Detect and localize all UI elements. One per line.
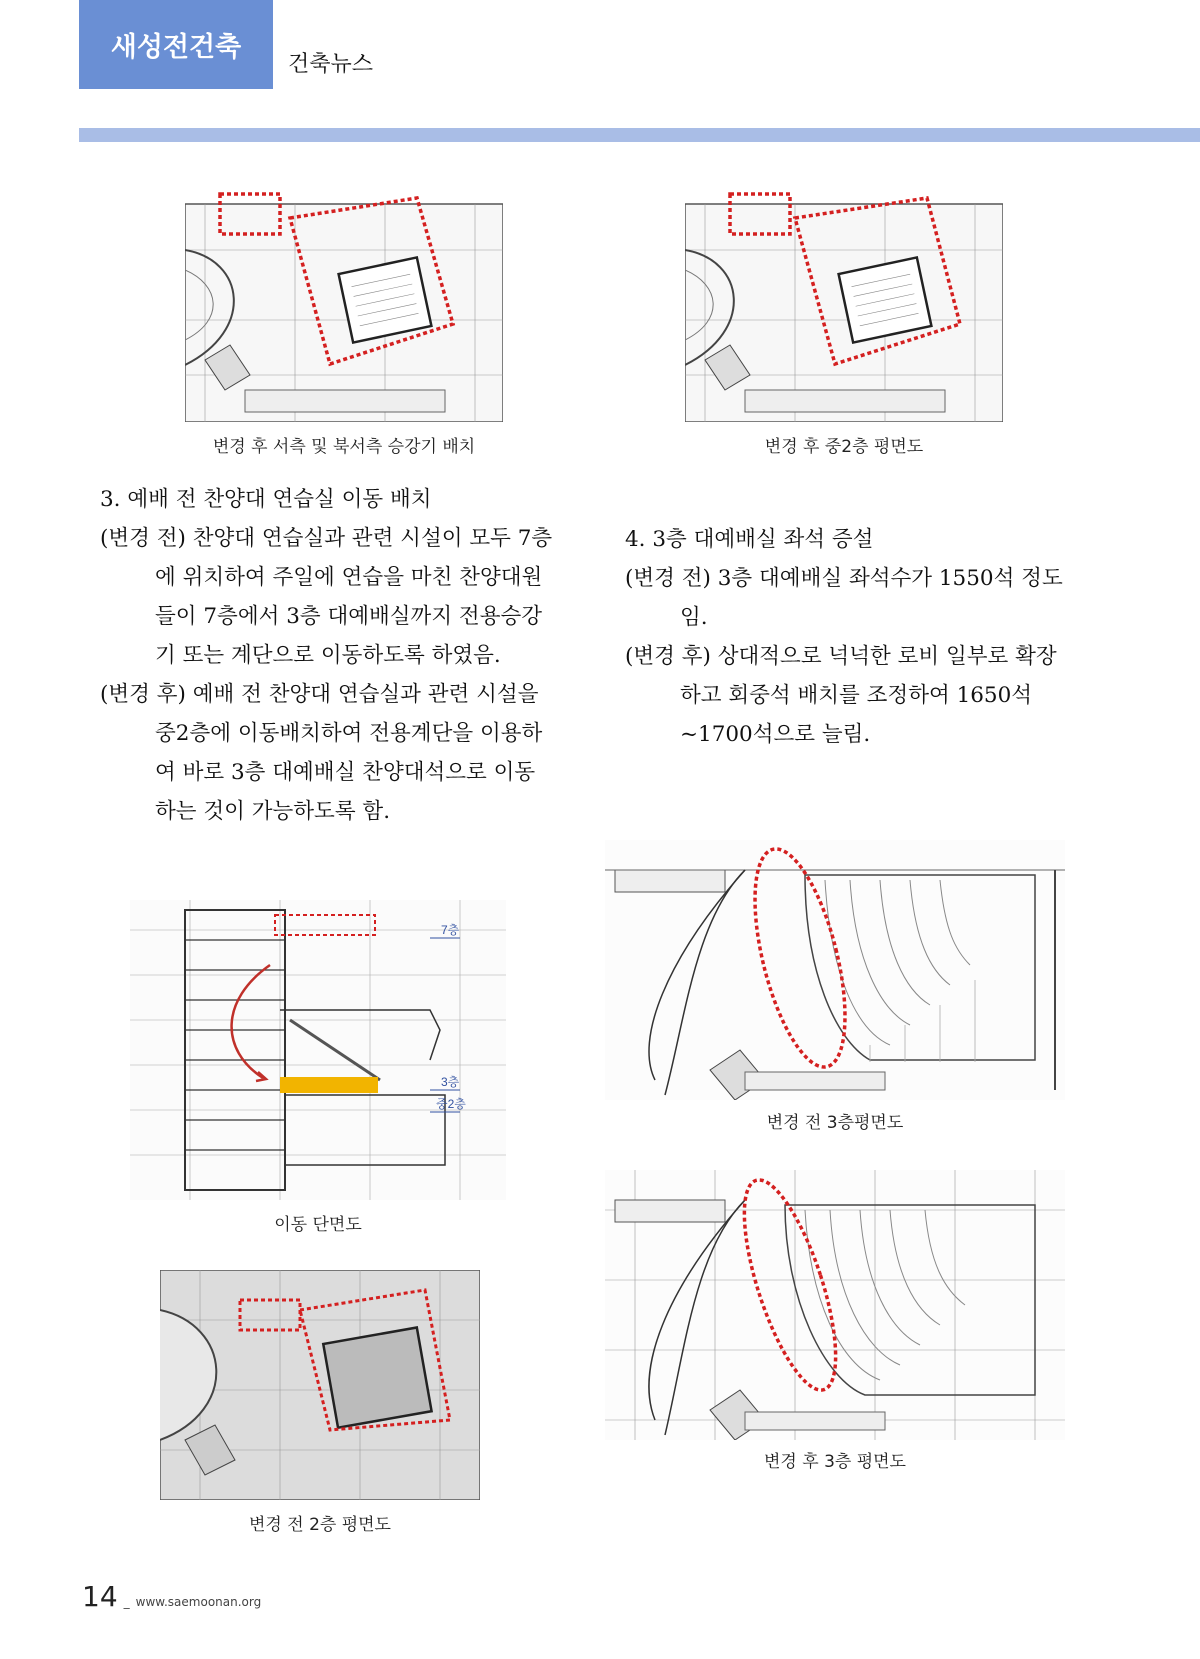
header-divider bbox=[79, 128, 1200, 142]
footer-url[interactable]: www.saemoonan.org bbox=[135, 1595, 262, 1609]
after-paragraph: (변경 후) 상대적으로 넉넉한 로비 일부로 확장하고 회중석 배치를 조정하여 1650석~1700석으로 늘림. bbox=[625, 644, 1057, 747]
footer-url-prefix: _ bbox=[123, 1595, 130, 1609]
level-label-3f: 3층 bbox=[441, 1075, 460, 1089]
figure-3f-plan-after bbox=[605, 1170, 1065, 1440]
level-label-m2f: 중2층 bbox=[436, 1097, 466, 1111]
figure-2f-plan-before bbox=[160, 1270, 480, 1500]
after-paragraph: (변경 후) 예배 전 찬양대 연습실과 관련 시설을 중2층에 이동배치하여 전용계단을 이용하여 바로 3층 대예배실 찬양대석으로 이동하는 것이 가능하도록 함. bbox=[100, 682, 543, 824]
page-footer bbox=[82, 1580, 261, 1613]
figure-3f-plan-before bbox=[605, 840, 1065, 1100]
section-heading: 3. 예배 전 찬양대 연습실 이동 배치 bbox=[100, 487, 432, 512]
figure-mezzanine-plan bbox=[685, 190, 1003, 422]
section-3-text bbox=[100, 480, 555, 831]
section-4-text bbox=[625, 520, 1075, 754]
before-paragraph: (변경 전) 찬양대 연습실과 관련 시설이 모두 7층에 위치하여 주일에 연습을 마친 찬양대원들이 7층에서 3층 대예배실까지 전용승강기 또는 계단으로 이동하도록 하였음. bbox=[100, 526, 553, 668]
figure-caption: 변경 전 3층평면도 bbox=[766, 1113, 904, 1133]
level-label-7f: 7층 bbox=[441, 923, 460, 937]
figure-caption: 변경 후 중2층 평면도 bbox=[764, 437, 924, 457]
section-title-badge: 새성전건축 bbox=[79, 0, 273, 89]
category-label: 건축뉴스 bbox=[288, 52, 374, 77]
section-heading: 4. 3층 대예배실 좌석 증설 bbox=[625, 527, 874, 552]
figure-movement-section bbox=[130, 900, 506, 1200]
page-number: 14 bbox=[82, 1580, 118, 1613]
figure-caption: 변경 후 3층 평면도 bbox=[764, 1452, 906, 1472]
before-paragraph: (변경 전) 3층 대예배실 좌석수가 1550석 정도임. bbox=[625, 566, 1063, 630]
figure-elevator-plan bbox=[185, 190, 503, 422]
figure-caption: 변경 전 2층 평면도 bbox=[249, 1515, 391, 1535]
figure-caption: 변경 후 서측 및 북서측 승강기 배치 bbox=[212, 437, 476, 457]
figure-caption: 이동 단면도 bbox=[274, 1215, 362, 1235]
